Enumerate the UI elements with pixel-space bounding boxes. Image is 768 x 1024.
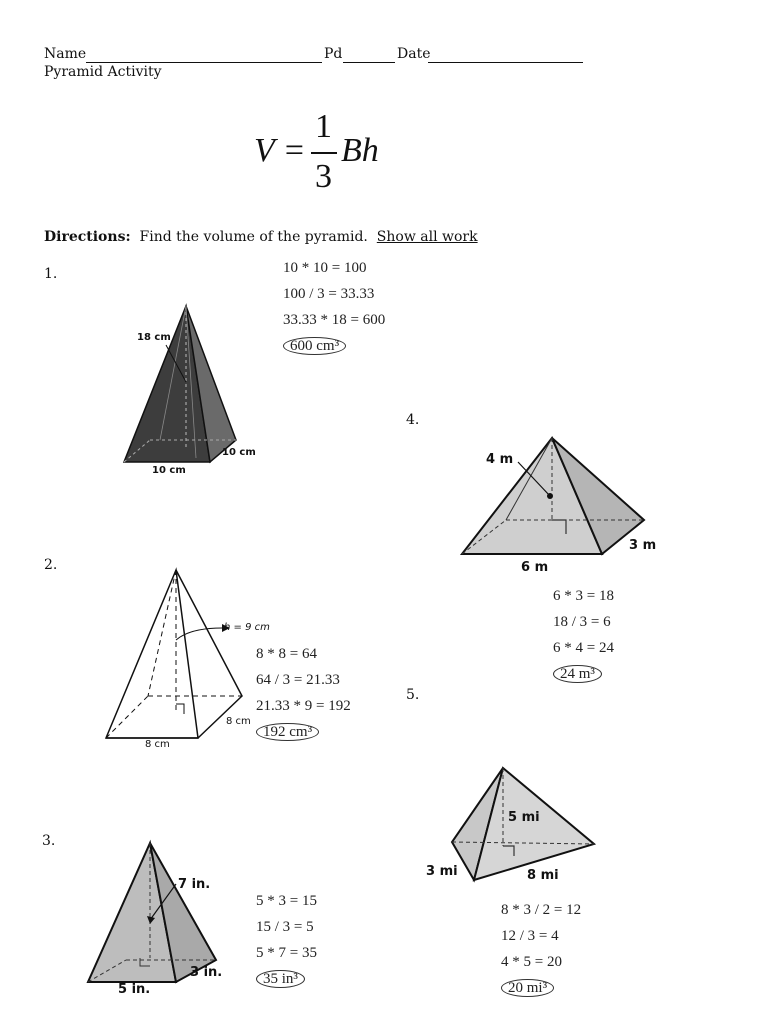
problem-2-label-depth: 8 cm — [226, 716, 251, 727]
problem-5-number: 5. — [406, 687, 420, 703]
problem-1-number: 1. — [44, 266, 58, 282]
work-step: 12 / 3 = 4 — [501, 928, 559, 944]
work-step: 18 / 3 = 6 — [553, 614, 611, 630]
work-step: 6 * 4 = 24 — [553, 640, 614, 656]
work-step: 5 * 3 = 15 — [256, 893, 317, 909]
date-label: Date — [397, 46, 431, 62]
problem-3-label-slant: 7 in. — [178, 877, 211, 892]
problem-2-number: 2. — [44, 557, 58, 573]
problem-3-work — [256, 888, 317, 992]
work-step: 33.33 * 18 = 600 — [283, 312, 386, 328]
activity-title: Pyramid Activity — [44, 64, 162, 80]
problem-5-answer: 20 mi³ — [501, 979, 554, 997]
problem-5-label-height: 5 mi — [508, 810, 540, 825]
name-label: Name — [44, 46, 87, 62]
problem-3-label-width: 5 in. — [118, 982, 151, 997]
problem-4-label-width: 6 m — [521, 560, 549, 575]
problem-1-label-width: 10 cm — [152, 465, 186, 476]
problem-2-label-width: 8 cm — [145, 739, 170, 750]
work-step: 8 * 8 = 64 — [256, 646, 317, 662]
problem-4-answer: 24 m³ — [553, 665, 602, 683]
problem-3-label-depth: 3 in. — [190, 965, 223, 980]
pd-label: Pd — [324, 46, 343, 62]
work-step: 64 / 3 = 21.33 — [256, 672, 340, 688]
problem-4-label-height: 4 m — [486, 452, 514, 467]
directions-emphasis: Show all work — [376, 229, 478, 245]
problem-4-number: 4. — [406, 412, 420, 428]
problem-2-answer: 192 cm³ — [256, 723, 319, 741]
formula-right: Bh — [341, 132, 379, 169]
problem-5-label-width: 8 mi — [527, 868, 559, 883]
work-step: 8 * 3 / 2 = 12 — [501, 902, 582, 918]
formula-denominator: 3 — [315, 158, 332, 195]
problem-1-label-height: 18 cm — [137, 332, 171, 343]
problem-3-number: 3. — [42, 833, 56, 849]
problem-1-label-depth: 10 cm — [222, 447, 256, 458]
directions-label: Directions: — [44, 229, 131, 245]
formula-numerator: 1 — [315, 108, 332, 145]
formula-left: V = — [254, 132, 306, 169]
work-step: 15 / 3 = 5 — [256, 919, 314, 935]
problem-1-answer: 600 cm³ — [283, 337, 346, 355]
problem-3-answer: 35 in³ — [256, 970, 305, 988]
work-step: 6 * 3 = 18 — [553, 588, 614, 604]
work-step: 21.33 * 9 = 192 — [256, 698, 351, 714]
work-step: 4 * 5 = 20 — [501, 954, 562, 970]
work-step: 100 / 3 = 33.33 — [283, 286, 375, 302]
problem-4-label-depth: 3 m — [629, 538, 657, 553]
work-step: 10 * 10 = 100 — [283, 260, 367, 276]
directions-text: Find the volume of the pyramid. — [139, 229, 368, 245]
problem-2-label-height: h = 9 cm — [224, 622, 270, 633]
work-step: 5 * 7 = 35 — [256, 945, 317, 961]
problem-5-label-depth: 3 mi — [426, 864, 458, 879]
